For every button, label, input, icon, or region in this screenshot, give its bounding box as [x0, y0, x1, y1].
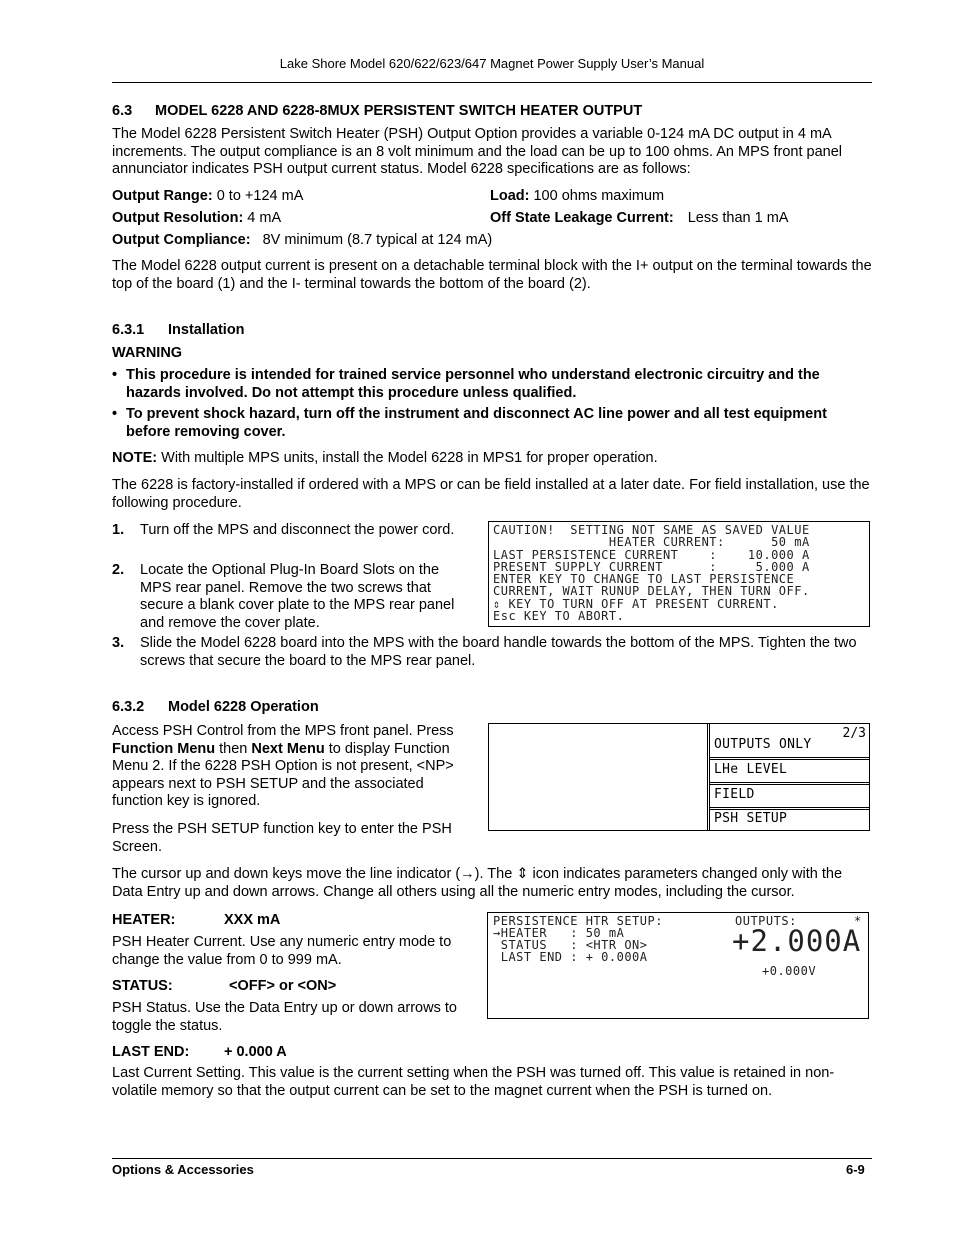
- function-menu-column: [707, 724, 870, 830]
- lcd-line: →HEATER : 50 mA: [493, 926, 625, 940]
- spec-label: Off State Leakage Current:: [490, 210, 674, 226]
- footer-rule: [112, 1158, 872, 1159]
- terminal-paragraph: The Model 6228 output current is present on a detachable terminal block with the I+ output on the terminal towards the top of the board (1) and the I- terminal towards the bottom of the board (2).: [112, 258, 872, 292]
- lcd-line: PERSISTENCE HTR SETUP:: [493, 914, 663, 928]
- note-text: With multiple MPS units, install the Model 6228 in MPS1 for proper operation.: [157, 450, 658, 466]
- step-text: Turn off the MPS and disconnect the power cord.: [140, 522, 455, 538]
- bullet-icon: •: [112, 406, 118, 422]
- spec-load: [490, 188, 664, 206]
- spec-label: Output Range:: [112, 188, 213, 204]
- menu-page-indicator: 2/3: [842, 726, 866, 741]
- step-text: Locate the Optional Plug-In Board Slots on the MPS rear panel. Remove the two screws that secure a blank cover plate to the MPS rear panel and remove the cover plate.: [140, 562, 455, 631]
- factory-paragraph: The 6228 is factory-installed if ordered with a MPS or can be field installed at a later date. For field installation, use the following procedure.: [112, 477, 870, 511]
- text-run: then: [215, 740, 252, 757]
- section-intro: The Model 6228 Persistent Switch Heater (PSH) Output Option provides a variable 0-124 mA DC output in 4 mA increments. The output compliance is an 8 volt minimum and the load can be up to 100 ohms. An MPS front panel annunciator indicates PSH output current status. Model 6228 specifications are as follows:: [112, 126, 842, 177]
- spec-label: Output Resolution:: [112, 210, 244, 226]
- page-header: Lake Shore Model 620/622/623/647 Magnet Power Supply User’s Manual: [279, 56, 705, 71]
- status-label: STATUS:: [112, 978, 173, 994]
- operation-paragraph-2: Press the PSH SETUP function key to enter the PSH Screen.: [112, 821, 452, 855]
- lcd-outputs-label: OUTPUTS:: [735, 914, 797, 928]
- bullet-icon: •: [112, 367, 118, 383]
- lastend-description: Last Current Setting. This value is the current setting when the PSH was turned off. This value is retained in non-volatile memory so that the output current can be set to the magnet current when the PSH is turned on.: [112, 1065, 835, 1099]
- heater-value: XXX mA: [224, 912, 281, 928]
- lcd-star: *: [854, 914, 862, 928]
- warning-item: To prevent shock hazard, turn off the instrument and disconnect AC line power and all test equipment before removing cover.: [126, 406, 827, 440]
- cursor-paragraph: The cursor up and down keys move the line indicator (→). The ⇕ icon indicates parameters changed only with the Data Entry up and down arrows. Change all others using all the numeric entry modes, including the cursor.: [112, 866, 843, 900]
- lcd-psh-setup-display: [487, 912, 869, 1019]
- lcd-line: ⇕ KEY TO TURN OFF AT PRESENT CURRENT.: [493, 596, 779, 611]
- menu-divider: [710, 782, 870, 785]
- menu-item-outputs-only: OUTPUTS ONLY: [714, 737, 812, 752]
- lcd-line: CAUTION! SETTING NOT SAME AS SAVED VALUE: [493, 523, 810, 537]
- step-number: 1.: [112, 522, 125, 538]
- spec-output-range: [112, 188, 303, 206]
- menu-item-field: FIELD: [714, 787, 755, 802]
- step-text: Slide the Model 6228 board into the MPS with the board handle towards the bottom of the MPS. Tighten the two screws that secure the board to the MPS rear panel.: [140, 635, 857, 669]
- subsection-title: Installation: [168, 322, 245, 338]
- lcd-line: Esc KEY TO ABORT.: [493, 609, 625, 624]
- spec-label: Output Compliance:: [112, 232, 251, 248]
- lcd-line: LAST PERSISTENCE CURRENT : 10.000 A: [493, 547, 810, 562]
- menu-divider: [710, 807, 870, 810]
- menu-item-psh-setup: PSH SETUP: [714, 811, 788, 826]
- spec-value: 4 mA: [243, 210, 282, 226]
- lcd-line: ENTER KEY TO CHANGE TO LAST PERSISTENCE: [493, 572, 795, 587]
- note-label: NOTE:: [112, 450, 158, 466]
- menu-item-lhe-level: LHe LEVEL: [714, 762, 788, 777]
- step-number: 2.: [112, 562, 125, 578]
- lcd-voltage: +0.000V: [762, 964, 817, 978]
- step-number: 3.: [112, 635, 125, 651]
- spec-label: Load:: [490, 188, 530, 204]
- spec-value: Less than 1 mA: [687, 210, 789, 226]
- status-description: PSH Status. Use the Data Entry up or down arrows to toggle the status.: [112, 1000, 457, 1034]
- page-number: 6-9: [846, 1162, 865, 1177]
- lcd-caution-display: [488, 521, 870, 627]
- status-value: <OFF> or <ON>: [229, 978, 337, 994]
- spec-compliance: [112, 232, 492, 250]
- subsection-title: Model 6228 Operation: [168, 699, 319, 715]
- lcd-line: PRESENT SUPPLY CURRENT : 5.000 A: [493, 559, 810, 574]
- spec-output-resolution: [112, 210, 281, 228]
- lcd-line: HEATER CURRENT: 50 mA: [493, 535, 810, 550]
- subsection-number: 6.3.2: [112, 699, 145, 715]
- operation-paragraph: [112, 723, 474, 811]
- lcd-big-value: +2.000A: [732, 924, 862, 958]
- lastend-value: + 0.000 A: [224, 1044, 287, 1060]
- section-title: MODEL 6228 AND 6228-8MUX PERSISTENT SWITCH HEATER OUTPUT: [155, 103, 643, 119]
- section-number: 6.3: [112, 103, 133, 119]
- text-run: Access PSH Control from the MPS front panel. Press: [112, 723, 454, 739]
- lcd-line: CURRENT, WAIT RUNUP DELAY, THEN TURN OFF.: [493, 584, 810, 599]
- function-menu-display: [488, 723, 870, 831]
- header-rule: [112, 82, 872, 83]
- spec-value: 100 ohms maximum: [529, 188, 665, 204]
- note: [112, 450, 872, 468]
- spec-value: 0 to +124 mA: [212, 188, 304, 204]
- lcd-line: LAST END : + 0.000A: [493, 950, 648, 964]
- heater-description: PSH Heater Current. Use any numeric entry mode to change the value from 0 to 999 mA.: [112, 934, 452, 968]
- footer-section: Options & Accessories: [112, 1162, 254, 1177]
- subsection-number: 6.3.1: [112, 322, 145, 338]
- function-menu-key: Function Menu: [112, 740, 216, 757]
- heater-label: HEATER:: [112, 912, 176, 928]
- warning-label: WARNING: [112, 345, 183, 361]
- menu-divider: [710, 757, 870, 760]
- warning-item: This procedure is intended for trained service personnel who understand electronic circuitry and the hazards involved. Do not attempt this procedure unless qualified.: [126, 367, 820, 401]
- spec-leakage: [490, 210, 788, 228]
- lastend-label: LAST END:: [112, 1044, 190, 1060]
- next-menu-key: Next Menu: [251, 740, 325, 757]
- text-run: to display Function Menu 2. If the 6228 PSH Option is not present, <NP> appears next to PSH SETUP and the associated function key is ignored.: [112, 740, 454, 809]
- spec-value: 8V minimum (8.7 typical at 124 mA): [262, 232, 493, 248]
- lcd-line: STATUS : <HTR ON>: [493, 938, 648, 952]
